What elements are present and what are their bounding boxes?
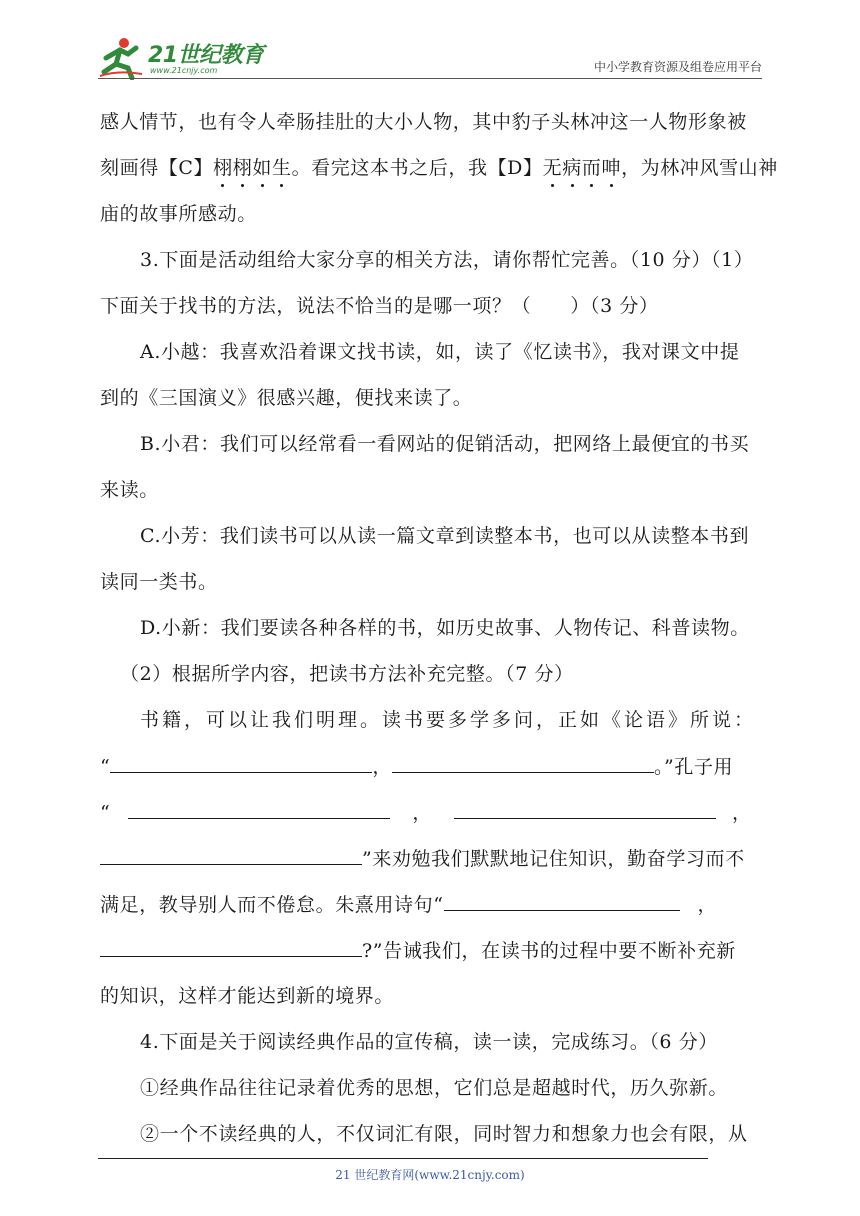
- option-d: D.小新：我们要读各种各样的书，如历史故事、人物传记、科普读物。: [140, 617, 750, 639]
- header-divider: [98, 78, 762, 79]
- emphasis-char: 无: [542, 157, 563, 179]
- text-line: 感人情节，也有令人牵肠挂肚的大小人物，其中豹子头林冲这一人物形象被: [100, 111, 747, 133]
- option-c: C.小芳：我们读书可以从读一篇文章到读整本书，也可以从读整本书到: [140, 525, 750, 547]
- question-3-2-stem: （2）根据所学内容，把读书方法补充完整。（7 分）: [120, 663, 574, 685]
- quote-end: ?”告诫我们，在读书的过程中要不断补充新: [362, 940, 736, 962]
- emphasis-char: 生: [271, 157, 292, 179]
- question-3-1-stem: 下面关于找书的方法，说法不恰当的是哪一项？（ ）（3 分）: [100, 295, 659, 317]
- question-3-stem: 3.下面是活动组给大家分享的相关方法，请你帮忙完善。（10 分）（1）: [140, 249, 754, 271]
- page-header: [98, 36, 762, 80]
- comma: ，: [731, 802, 752, 824]
- answer-blank[interactable]: [100, 846, 362, 865]
- text-span: 刻画得【C】: [100, 157, 214, 179]
- emphasis-char: 如: [252, 157, 272, 179]
- runner-logo-icon: [98, 36, 146, 80]
- logo-url: www.21cnjy.com: [150, 66, 218, 75]
- emphasis-char: 栩: [232, 157, 253, 179]
- emphasis-char: 病: [562, 157, 582, 179]
- answer-blank[interactable]: [392, 754, 654, 773]
- answer-blank[interactable]: [100, 938, 362, 957]
- option-c-cont: 读同一类书。: [100, 571, 218, 593]
- answer-blank[interactable]: [444, 892, 680, 911]
- question-4-sentence-1: ①经典作品往往记录着优秀的思想，它们总是超越时代，历久弥新。: [140, 1077, 729, 1099]
- platform-title: 中小学教育资源及组卷应用平台: [593, 60, 762, 74]
- site-logo: [98, 36, 268, 80]
- text-line: 庙的故事所感动。: [100, 203, 257, 225]
- comma: ，: [412, 802, 432, 824]
- emphasis-char: 栩: [213, 157, 233, 179]
- text-span: 。看完这本书之后，我【D】: [291, 157, 543, 179]
- footer-text: 21 世纪教育网(www.21cnjy.com): [335, 1168, 525, 1182]
- footer-divider: [98, 1158, 708, 1159]
- fill-line-5: [100, 892, 764, 917]
- fill-line-6: [100, 938, 764, 963]
- answer-blank[interactable]: [128, 800, 390, 819]
- answer-blank[interactable]: [110, 754, 372, 773]
- option-b: B.小君：我们可以经常看一看网站的促销活动，把网络上最便宜的书买: [140, 433, 750, 455]
- option-a: A.小越：我喜欢沿着课文找书读，如，读了《忆读书》，我对课文中提: [140, 341, 740, 363]
- text-span: ，为林冲风雪山神: [621, 157, 778, 179]
- quote-open: “: [100, 756, 111, 778]
- option-b-cont: 来读。: [100, 479, 159, 501]
- fill-intro: 书籍，可以让我们明理。读书要多学多问，正如《论语》所说：: [140, 709, 757, 731]
- fill-line-7: 的知识，这样才能达到新的境界。: [100, 985, 395, 1007]
- quote-end: 。”孔子用: [653, 756, 734, 778]
- text-span: 满足，教导别人而不倦怠。朱熹用诗句“: [100, 894, 444, 916]
- fill-line-2: [100, 754, 764, 779]
- comma: ，: [372, 756, 392, 778]
- emphasis-char: 呻: [601, 157, 622, 179]
- fill-line-3: [100, 800, 764, 825]
- fill-line-4: [100, 846, 764, 871]
- question-4-stem: 4.下面是关于阅读经典作品的宣传稿，读一读，完成练习。（6 分）: [140, 1031, 718, 1053]
- text-line-emphasis: [100, 156, 778, 180]
- logo-text: 21世纪教育: [148, 43, 264, 68]
- emphasis-char: 而: [581, 157, 602, 179]
- quote-end: ”来劝勉我们默默地记住知识，勤奋学习而不: [362, 848, 745, 870]
- answer-blank[interactable]: [454, 800, 716, 819]
- comma: ，: [697, 894, 718, 916]
- quote-open: “: [100, 802, 111, 824]
- option-a-cont: 到的《三国演义》很感兴趣，便找来读了。: [100, 387, 473, 409]
- question-4-sentence-2: ②一个不读经典的人，不仅词汇有限，同时智力和想象力也会有限，从: [140, 1123, 748, 1145]
